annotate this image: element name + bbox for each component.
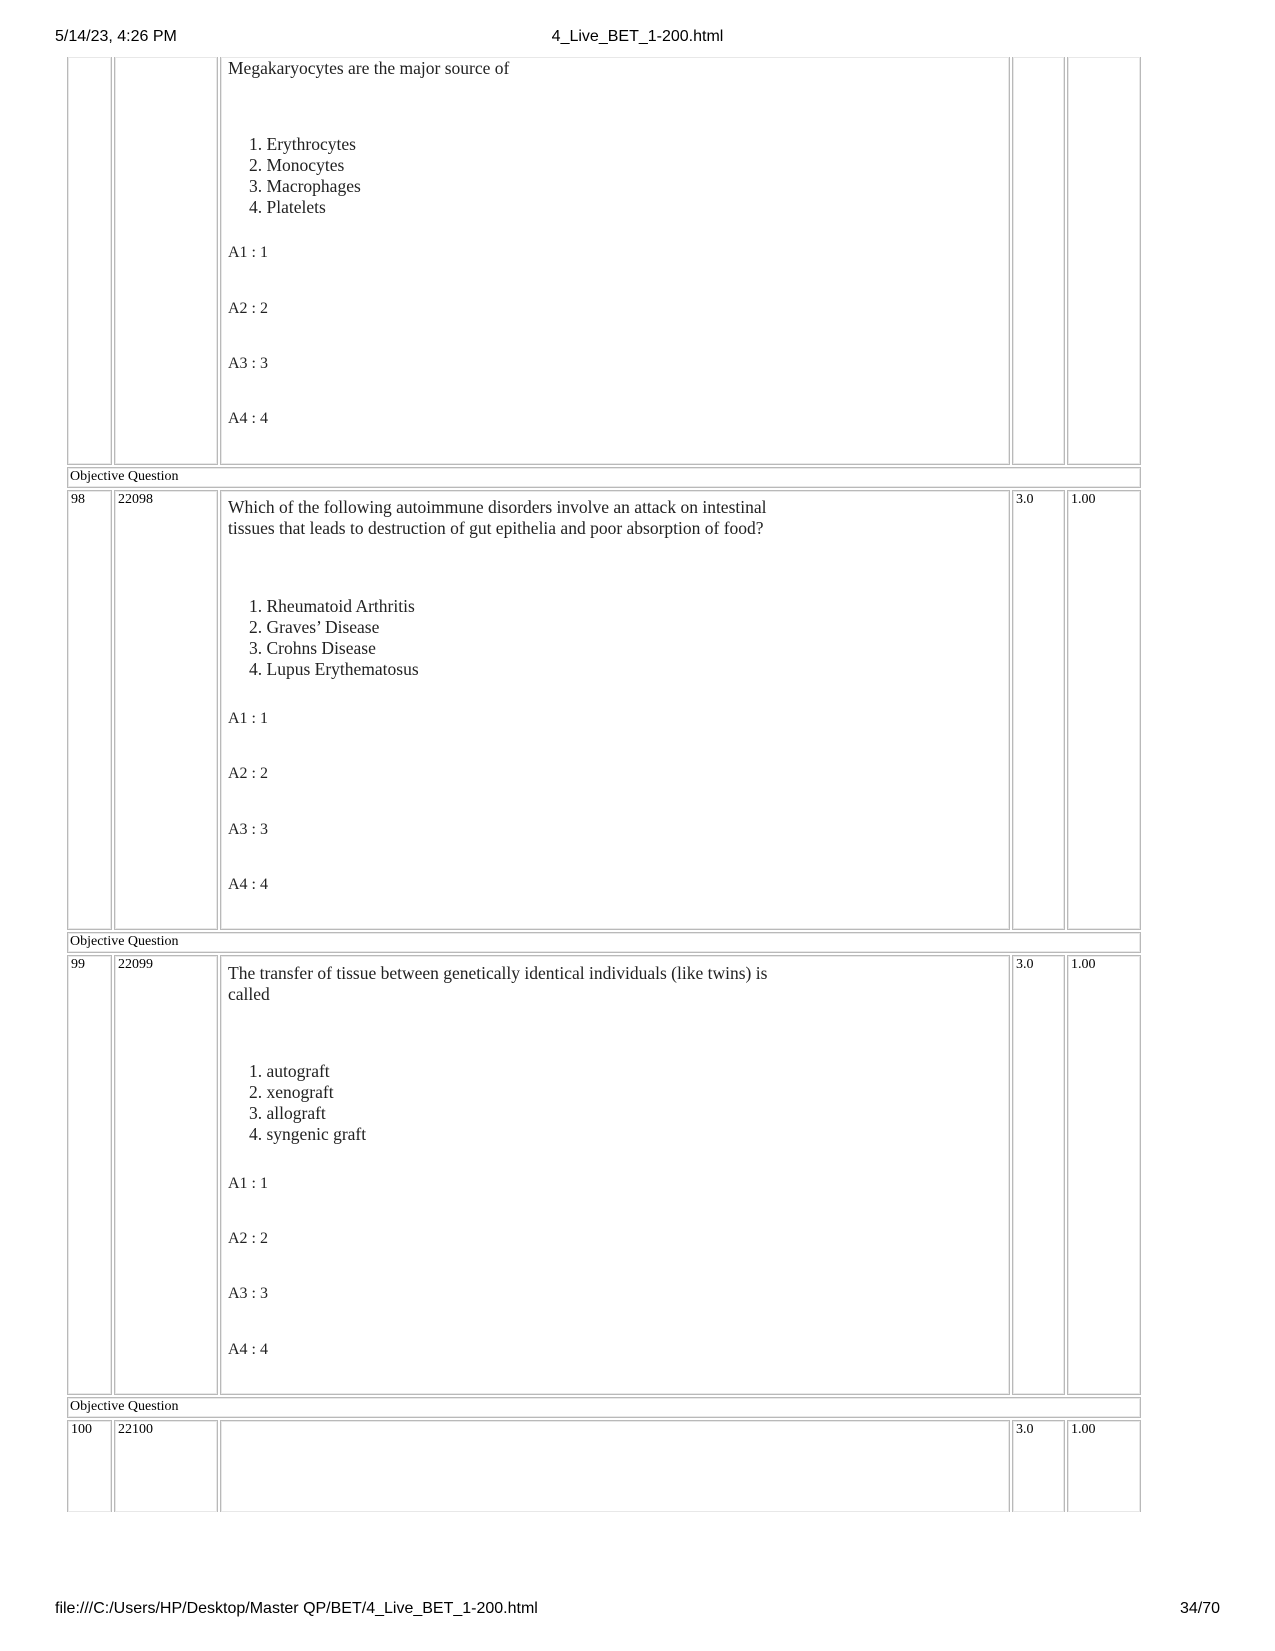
q98-marks: 3.0 <box>1016 492 1034 507</box>
q99-option-1: 1. autograft <box>249 1061 330 1081</box>
q97-option-3: 3. Macrophages <box>249 176 361 196</box>
q99-type-row <box>67 932 1141 953</box>
q99-number-cell <box>67 955 112 1395</box>
q99-type-label: Objective Question <box>70 934 179 949</box>
q98-option-3: 3. Crohns Disease <box>249 638 376 658</box>
q98-option-1: 1. Rheumatoid Arthritis <box>249 596 415 616</box>
q98-number-cell <box>67 490 112 930</box>
q98-question-line-2: tissues that leads to destruction of gut epithelia and poor absorption of food? <box>228 518 764 538</box>
q99-option-3: 3. allograft <box>249 1103 326 1123</box>
q98-negative-cell <box>1067 490 1141 930</box>
q98-question-line-1: Which of the following autoimmune disorders involve an attack on intestinal <box>228 497 767 517</box>
q98-option-2: 2. Graves’ Disease <box>249 617 380 637</box>
q98-marks-cell <box>1012 490 1065 930</box>
q99-answer-2: A2 : 2 <box>228 1230 268 1247</box>
q100-marks: 3.0 <box>1016 1422 1034 1437</box>
q98-option-4: 4. Lupus Erythematosus <box>249 659 419 679</box>
q99-id: 22099 <box>118 957 153 972</box>
q98-question-cell <box>220 490 1010 930</box>
file-path: file:///C:/Users/HP/Desktop/Master QP/BET/4_Live_BET_1-200.html <box>55 1600 538 1617</box>
q98-answer-3: A3 : 3 <box>228 821 268 838</box>
q99-option-4: 4. syngenic graft <box>249 1124 367 1144</box>
q100-id-cell <box>114 1420 218 1512</box>
q98-answer-4: A4 : 4 <box>228 876 268 893</box>
q97-answer-1: A1 : 1 <box>228 244 268 261</box>
q100-marks-cell <box>1012 1420 1065 1512</box>
q100-type-row <box>67 1397 1141 1418</box>
q97-answer-4: A4 : 4 <box>228 410 268 427</box>
q99-question-cell <box>220 955 1010 1395</box>
q97-answer-2: A2 : 2 <box>228 300 268 317</box>
q99-marks-cell <box>1012 955 1065 1395</box>
q100-id: 22100 <box>118 1422 153 1437</box>
q98-negative: 1.00 <box>1071 492 1096 507</box>
q97-negative-cell <box>1067 57 1141 465</box>
q99-id-cell <box>114 955 218 1395</box>
q99-negative: 1.00 <box>1071 957 1096 972</box>
q99-question-line-1: The transfer of tissue between genetically identical individuals (like twins) is <box>228 963 768 983</box>
q98-number: 98 <box>71 492 85 507</box>
q99-option-2: 2. xenograft <box>249 1082 334 1102</box>
q97-question-cell <box>220 57 1010 465</box>
q100-number: 100 <box>71 1422 92 1437</box>
q99-question-line-2: called <box>228 984 270 1004</box>
print-timestamp: 5/14/23, 4:26 PM <box>55 28 177 45</box>
q100-question-cell <box>220 1420 1010 1512</box>
q99-number: 99 <box>71 957 85 972</box>
q97-question-text: Megakaryocytes are the major source of <box>228 58 510 78</box>
q97-answer-3: A3 : 3 <box>228 355 268 372</box>
q99-marks: 3.0 <box>1016 957 1034 972</box>
q100-type-label: Objective Question <box>70 1399 179 1414</box>
q100-number-cell <box>67 1420 112 1512</box>
q97-option-4: 4. Platelets <box>249 197 326 217</box>
q99-answer-1: A1 : 1 <box>228 1175 268 1192</box>
q97-option-1: 1. Erythrocytes <box>249 134 356 154</box>
page-number: 34/70 <box>1179 1600 1220 1617</box>
q100-negative: 1.00 <box>1071 1422 1096 1437</box>
q97-option-2: 2. Monocytes <box>249 155 345 175</box>
q100-negative-cell <box>1067 1420 1141 1512</box>
q98-type-row <box>67 467 1141 488</box>
q98-id: 22098 <box>118 492 153 507</box>
q97-id-cell <box>114 57 218 465</box>
q98-answer-1: A1 : 1 <box>228 710 268 727</box>
q98-id-cell <box>114 490 218 930</box>
q99-answer-4: A4 : 4 <box>228 1341 268 1358</box>
q99-answer-3: A3 : 3 <box>228 1285 268 1302</box>
q97-number-cell <box>67 57 112 465</box>
q98-type-label: Objective Question <box>70 469 179 484</box>
document-title: 4_Live_BET_1-200.html <box>551 28 724 45</box>
q98-answer-2: A2 : 2 <box>228 765 268 782</box>
q97-marks-cell <box>1012 57 1065 465</box>
q99-negative-cell <box>1067 955 1141 1395</box>
